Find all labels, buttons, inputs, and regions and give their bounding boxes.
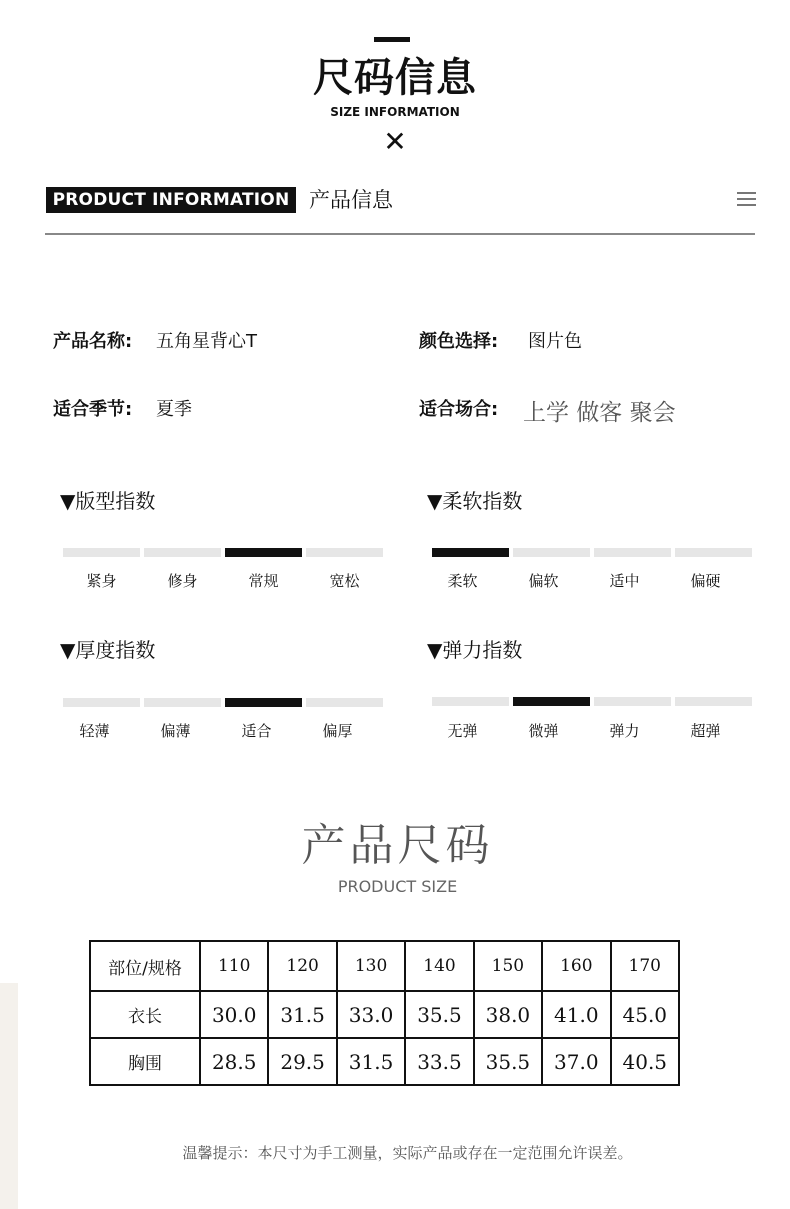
- elasticity-index-segment: [513, 697, 590, 706]
- table-cell: 28.5: [200, 1038, 268, 1085]
- thickness-option-label: 适合: [241, 722, 272, 740]
- fit-option-label: 宽松: [329, 572, 360, 590]
- product-name-label: 产品名称:: [53, 331, 133, 352]
- table-cell: 31.5: [268, 991, 336, 1038]
- table-cell: 35.5: [405, 991, 473, 1038]
- page-subtitle: SIZE INFORMATION: [330, 105, 460, 119]
- fit-index-segment: [63, 548, 140, 557]
- table-cell: 33.0: [337, 991, 405, 1038]
- softness-index-track: [432, 548, 752, 557]
- table-cell: 41.0: [542, 991, 610, 1038]
- table-header-cell: 160: [542, 941, 610, 991]
- table-cell: 37.0: [542, 1038, 610, 1085]
- softness-option-label: 柔软: [447, 572, 478, 590]
- elasticity-option-label: 微弹: [528, 722, 559, 740]
- table-header-cell: 150: [474, 941, 542, 991]
- size-section-title: 产品尺码: [301, 820, 494, 871]
- softness-option-label: 偏软: [528, 572, 559, 590]
- fit-option-label: 常规: [248, 572, 279, 590]
- thickness-index-segment: [225, 698, 302, 707]
- thickness-index-segment: [63, 698, 140, 707]
- table-header-cell: 120: [268, 941, 336, 991]
- fit-index-segment: [144, 548, 221, 557]
- table-header-cell: 130: [337, 941, 405, 991]
- color-label: 颜色选择:: [419, 331, 499, 352]
- elasticity-option-label: 弹力: [609, 722, 640, 740]
- softness-index-segment: [513, 548, 590, 557]
- table-cell: 40.5: [611, 1038, 679, 1085]
- elasticity-index-track: [432, 697, 752, 706]
- fit-option-label: 紧身: [86, 572, 117, 590]
- thickness-option-label: 偏薄: [160, 722, 191, 740]
- product-information-title: 产品信息: [309, 188, 393, 212]
- fit-index-track: [63, 548, 383, 557]
- size-section-subtitle: PRODUCT SIZE: [337, 877, 458, 896]
- measurement-note: 温馨提示：本尺寸为手工测量，实际产品或存在一定范围允许误差。: [182, 1144, 633, 1162]
- thickness-option-label: 轻薄: [79, 722, 110, 740]
- table-header-cell: 140: [405, 941, 473, 991]
- occasion-label: 适合场合:: [419, 399, 499, 420]
- thickness-index-track: [63, 698, 383, 707]
- elasticity-index-labels: [424, 720, 744, 742]
- fit-index-labels: [63, 570, 383, 592]
- table-header-cell: 110: [200, 941, 268, 991]
- softness-index-labels: [424, 570, 744, 592]
- thickness-index-labels: [56, 720, 376, 742]
- table-header-row: [90, 941, 679, 991]
- table-cell: 胸围: [90, 1038, 200, 1085]
- fit-index-segment: [225, 548, 302, 557]
- product-information-badge: PRODUCT INFORMATION: [46, 187, 296, 213]
- elasticity-option-label: 超弹: [690, 722, 721, 740]
- table-cell: 35.5: [474, 1038, 542, 1085]
- table-row: [90, 1038, 679, 1085]
- table-cell: 30.0: [200, 991, 268, 1038]
- left-edge-strip: [0, 983, 18, 1209]
- softness-index-segment: [432, 548, 509, 557]
- size-table: [89, 940, 680, 1086]
- softness-index-segment: [594, 548, 671, 557]
- season-label: 适合季节:: [53, 399, 133, 420]
- fit-index-segment: [306, 548, 383, 557]
- menu-icon[interactable]: [737, 192, 756, 206]
- softness-index-segment: [675, 548, 752, 557]
- table-cell: 29.5: [268, 1038, 336, 1085]
- softness-option-label: 适中: [609, 572, 640, 590]
- table-cell: 45.0: [611, 991, 679, 1038]
- table-cell: 衣长: [90, 991, 200, 1038]
- table-cell: 33.5: [405, 1038, 473, 1085]
- product-name-value: 五角星背心T: [156, 331, 257, 352]
- elasticity-index-segment: [675, 697, 752, 706]
- table-cell: 31.5: [337, 1038, 405, 1085]
- elasticity-index-segment: [594, 697, 671, 706]
- season-value: 夏季: [156, 399, 192, 420]
- table-row: [90, 991, 679, 1038]
- occasion-value: 上学 做客 聚会: [523, 400, 676, 426]
- color-value: 图片色: [528, 331, 582, 352]
- thickness-index-title: ▼厚度指数: [60, 638, 156, 662]
- softness-option-label: 偏硬: [690, 572, 721, 590]
- cross-icon: ✕: [383, 125, 407, 158]
- title-top-bar: [374, 37, 410, 42]
- fit-index-title: ▼版型指数: [60, 489, 156, 513]
- elasticity-index-segment: [432, 697, 509, 706]
- elasticity-option-label: 无弹: [447, 722, 478, 740]
- table-header-cell: 部位/规格: [90, 941, 200, 991]
- page-title: 尺码信息: [313, 55, 477, 101]
- section-divider: [45, 233, 755, 235]
- fit-option-label: 修身: [167, 572, 198, 590]
- thickness-index-segment: [144, 698, 221, 707]
- table-cell: 38.0: [474, 991, 542, 1038]
- thickness-option-label: 偏厚: [322, 722, 353, 740]
- table-header-cell: 170: [611, 941, 679, 991]
- softness-index-title: ▼柔软指数: [427, 489, 523, 513]
- thickness-index-segment: [306, 698, 383, 707]
- elasticity-index-title: ▼弹力指数: [427, 638, 523, 662]
